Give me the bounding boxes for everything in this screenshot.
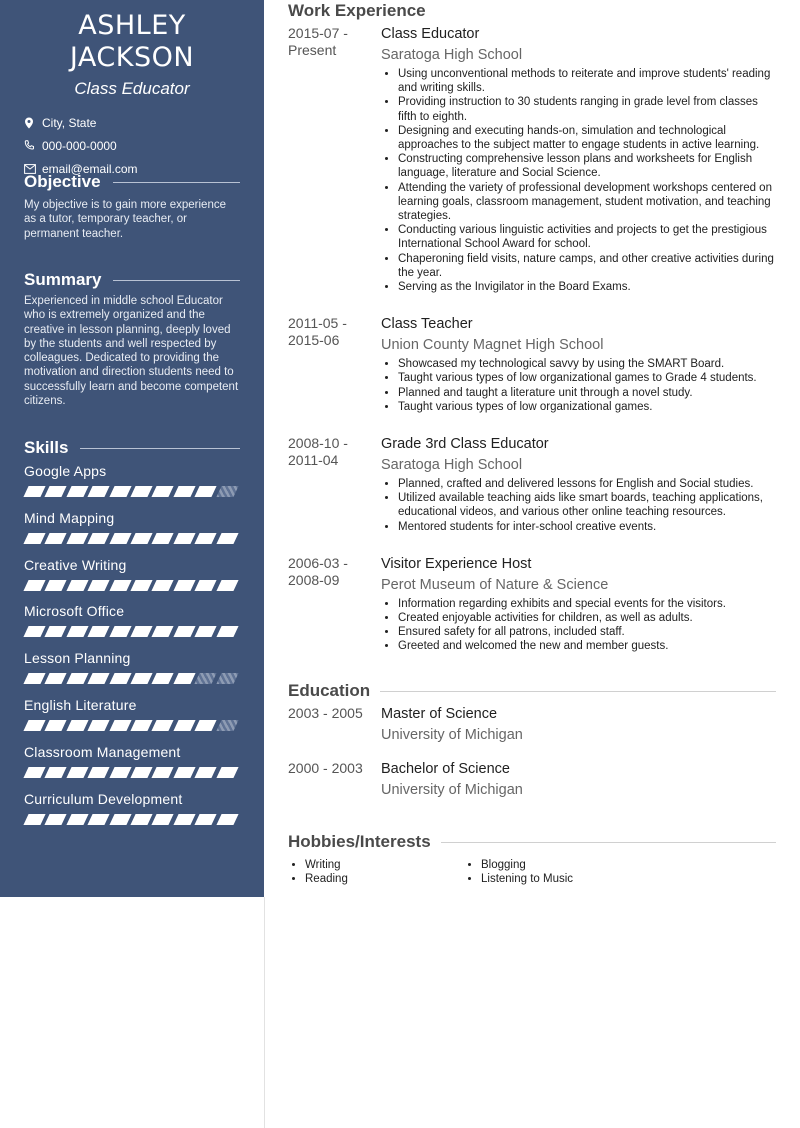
responsibility-list (381, 67, 776, 294)
heading-rule (80, 448, 240, 449)
skill-segment-filled (152, 673, 175, 684)
responsibility-item: • Taught various types of low organizational games to Grade 4 students. (398, 371, 776, 385)
experience-date (288, 315, 381, 414)
skill-segment-filled (152, 720, 175, 731)
responsibility-item: • Greeted and welcomed the new and member guests. (398, 639, 776, 653)
objective-heading-text: Objective (24, 172, 101, 191)
date-end: 2008-09 (288, 571, 340, 588)
objective-heading (24, 171, 240, 193)
skill-segment-filled (45, 626, 68, 637)
education-heading (288, 680, 776, 702)
skill-segment-filled (173, 720, 196, 731)
heading-rule (113, 182, 240, 183)
skill-segment-filled (173, 767, 196, 778)
experience-body (381, 555, 776, 654)
skill-segment-filled (195, 626, 218, 637)
skill-segment-filled (66, 580, 89, 591)
skill-segment-filled (195, 580, 218, 591)
experience-body (381, 25, 776, 294)
experience-entry (288, 435, 776, 534)
hobby-item: • Listening to Music (481, 872, 640, 886)
skill-segment-empty (216, 486, 239, 497)
skill-segment-filled (109, 720, 132, 731)
work-experience-heading (288, 0, 776, 22)
skill-segment-filled (152, 533, 175, 544)
responsibility-item: • Ensured safety for all patrons, included staff. (398, 625, 776, 639)
summary-heading (24, 269, 240, 291)
skill-rating-bar (26, 486, 240, 497)
date-start: 2011-05 - (288, 315, 347, 332)
skill-segment-filled (216, 533, 239, 544)
skill-segment-filled (130, 720, 153, 731)
skill-segment-filled (66, 486, 89, 497)
skill-segment-empty (216, 673, 239, 684)
main-content (288, 0, 776, 886)
skill-rating-bar (26, 533, 240, 544)
skill-segment-filled (23, 814, 46, 825)
skill-segment-filled (66, 673, 89, 684)
skill-segment-filled (109, 767, 132, 778)
skill-segment-filled (66, 767, 89, 778)
skills-list (24, 462, 240, 836)
hobby-item: • Blogging (481, 858, 640, 872)
responsibility-item: • Chaperoning field visits, nature camps, and other creative activities during the year. (398, 252, 776, 280)
responsibility-item: • Attending the variety of professional development workshops centered on learning goals, classroom management, student motivation, and teaching strategies. (398, 181, 776, 224)
skill-segment-filled (23, 720, 46, 731)
school: University of Michigan (381, 727, 523, 743)
experience-date (288, 25, 381, 294)
responsibility-item: • Constructing comprehensive lesson plans and worksheets for English language, literature and Social Science. (398, 152, 776, 180)
candidate-name: ASHLEY JACKSON (69, 10, 195, 73)
education-date: 2000 - 2003 (288, 760, 363, 776)
contact-block (24, 111, 240, 180)
date-start: 2006-03 - (288, 554, 348, 571)
sidebar (0, 0, 264, 897)
responsibility-list (381, 477, 776, 534)
skill-segment-filled (88, 486, 111, 497)
skill-segment-filled (88, 767, 111, 778)
experience-body (381, 315, 776, 414)
skill-item (24, 509, 240, 556)
education-entry (288, 760, 776, 800)
hobbies-heading (288, 831, 776, 853)
responsibility-item: • Providing instruction to 30 students ranging in grade level from classes fifth to eighth. (398, 95, 776, 123)
skill-segment-filled (23, 626, 46, 637)
skill-segment-filled (88, 626, 111, 637)
skill-segment-filled (195, 720, 218, 731)
skill-item (24, 649, 240, 696)
school: University of Michigan (381, 782, 523, 798)
responsibility-item: • Information regarding exhibits and special events for the visitors. (398, 597, 776, 611)
date-end: 2015-06 (288, 332, 340, 349)
candidate-title: Class Educator (74, 79, 190, 98)
skill-segment-filled (130, 580, 153, 591)
skill-rating-bar (26, 767, 240, 778)
skill-item (24, 696, 240, 743)
skill-segment-filled (23, 533, 46, 544)
education-section (288, 680, 776, 800)
skill-segment-filled (216, 814, 239, 825)
skill-segment-filled (152, 626, 175, 637)
responsibility-item: • Designing and executing hands-on, simulation and technological approaches to the subject matter to engage students in active learning. (398, 124, 776, 152)
skill-segment-filled (23, 673, 46, 684)
skill-segment-filled (45, 673, 68, 684)
degree: Bachelor of Science (381, 761, 510, 777)
education-body (381, 760, 776, 800)
responsibility-item: • Showcased my technological savvy by using the SMART Board. (398, 357, 776, 371)
skill-segment-filled (45, 767, 68, 778)
degree: Master of Science (381, 706, 498, 722)
phone-icon (24, 140, 40, 151)
contact-email-text[interactable]: email@email.com (42, 161, 138, 176)
skill-item (24, 790, 240, 837)
responsibility-item: • Mentored students for inter-school creative events. (398, 520, 776, 534)
skill-segment-filled (45, 580, 68, 591)
skill-segment-filled (109, 626, 132, 637)
skill-segment-filled (130, 673, 153, 684)
skill-segment-filled (109, 673, 132, 684)
skill-rating-bar (26, 580, 240, 591)
skill-item (24, 743, 240, 790)
employer: Union County Magnet High School (381, 337, 604, 354)
skill-segment-filled (152, 814, 175, 825)
education-heading-text: Education (288, 681, 371, 700)
job-role: Class Teacher (381, 316, 473, 333)
heading-rule (380, 691, 776, 692)
skill-name: Microsoft Office (24, 603, 125, 620)
skill-segment-filled (88, 720, 111, 731)
skill-name: English Literature (24, 696, 137, 713)
date-start: 2015-07 - (288, 25, 348, 41)
hobbies-list (288, 858, 776, 887)
job-role: Class Educator (381, 26, 480, 42)
date-end: 2011-04 (288, 452, 339, 469)
heading-rule (441, 842, 776, 843)
work-experience-heading-text: Work Experience (288, 1, 426, 20)
column-divider (264, 897, 265, 1128)
skills-section (24, 437, 240, 836)
skill-segment-filled (66, 720, 89, 731)
skill-segment-filled (88, 580, 111, 591)
summary-text: Experienced in middle school Educator who is extremely organized and the creative in lesson planning, deeply loved by the students and well respected by colleagues. Dedicated to providing the motivation and direction students need to successfully learn and become competent citizens. (24, 295, 239, 408)
hobbies-column (464, 858, 640, 887)
responsibility-item: • Planned and taught a literature unit through a novel study. (398, 386, 776, 400)
skill-segment-filled (88, 673, 111, 684)
skill-segment-filled (216, 580, 239, 591)
skill-segment-filled (195, 486, 218, 497)
skill-segment-filled (130, 814, 153, 825)
skill-segment-filled (130, 626, 153, 637)
responsibility-list (381, 357, 776, 414)
skill-segment-filled (23, 580, 46, 591)
skill-segment-filled (195, 814, 218, 825)
responsibility-item: • Serving as the Invigilator in the Board Exams. (398, 280, 776, 294)
skill-name: Lesson Planning (24, 650, 131, 667)
skill-segment-empty (195, 673, 218, 684)
skill-segment-filled (152, 580, 175, 591)
summary-heading-text: Summary (24, 270, 102, 289)
objective-text: My objective is to gain more experience as a tutor, temporary teacher, or permanent teacher. (24, 199, 226, 240)
skill-item (24, 602, 240, 649)
skill-segment-filled (109, 580, 132, 591)
skill-segment-filled (173, 626, 196, 637)
contact-phone-text: 000-000-0000 (42, 138, 117, 153)
skill-segment-filled (23, 767, 46, 778)
experience-date (288, 555, 381, 654)
skill-segment-filled (109, 486, 132, 497)
work-experience-section (288, 0, 776, 654)
hobbies-heading-text: Hobbies/Interests (288, 832, 431, 851)
skill-name: Curriculum Development (24, 790, 183, 807)
location-pin-icon (24, 117, 40, 129)
skill-item (24, 462, 240, 509)
skill-rating-bar (26, 720, 240, 731)
experience-date (288, 435, 381, 534)
skill-name: Classroom Management (24, 743, 181, 760)
experience-entry (288, 25, 776, 294)
skill-segment-filled (45, 486, 68, 497)
skill-segment-filled (173, 673, 196, 684)
skill-segment-filled (88, 814, 111, 825)
experience-entry (288, 555, 776, 654)
job-role: Grade 3rd Class Educator (381, 436, 549, 453)
contact-phone (24, 134, 240, 157)
skill-rating-bar (26, 673, 240, 684)
skills-heading-text: Skills (24, 438, 69, 457)
job-role: Visitor Experience Host (381, 555, 532, 572)
responsibility-list (381, 597, 776, 654)
skill-segment-filled (152, 486, 175, 497)
responsibility-item: • Planned, crafted and delivered lessons for English and Social studies. (398, 477, 776, 491)
skill-segment-filled (195, 533, 218, 544)
hobbies-section (288, 831, 776, 887)
skill-segment-filled (173, 533, 196, 544)
responsibility-item: • Utilized available teaching aids like smart boards, teaching applications, educational videos, and various other online teaching resources. (398, 491, 776, 519)
hobby-item: • Writing (305, 858, 464, 872)
skill-segment-filled (66, 626, 89, 637)
skill-segment-filled (195, 767, 218, 778)
education-entry (288, 705, 776, 745)
skills-heading (24, 437, 240, 459)
skill-rating-bar (26, 814, 240, 825)
employer: Saratoga High School (381, 47, 523, 63)
skill-segment-empty (216, 720, 239, 731)
skill-segment-filled (45, 814, 68, 825)
skill-name: Google Apps (24, 463, 107, 479)
skill-rating-bar (26, 626, 240, 637)
employer: Perot Museum of Nature & Science (381, 576, 609, 593)
date-start: 2008-10 - (288, 435, 348, 452)
skill-segment-filled (45, 533, 68, 544)
skill-segment-filled (23, 486, 46, 497)
skill-segment-filled (130, 486, 153, 497)
responsibility-item: • Using unconventional methods to reiterate and improve students' reading and writing skills. (398, 67, 776, 95)
contact-location (24, 111, 240, 134)
skill-name: Mind Mapping (24, 509, 115, 526)
responsibility-item: • Conducting various linguistic activities and projects to get the prestigious International School Award for school. (398, 223, 776, 251)
responsibility-item: • Taught various types of low organizational games. (398, 400, 776, 414)
education-date: 2003 - 2005 (288, 705, 363, 721)
skill-segment-filled (216, 767, 239, 778)
skill-item (24, 556, 240, 603)
skill-segment-filled (173, 580, 196, 591)
responsibility-item: • Created enjoyable activities for children, as well as adults. (398, 611, 776, 625)
skill-name: Creative Writing (24, 556, 127, 573)
skill-segment-filled (45, 720, 68, 731)
skill-segment-filled (109, 814, 132, 825)
contact-location-text: City, State (42, 115, 97, 130)
education-body (381, 705, 776, 745)
date-end: Present (288, 42, 337, 58)
skill-segment-filled (66, 814, 89, 825)
objective-section (24, 171, 240, 241)
skill-segment-filled (88, 533, 111, 544)
skill-segment-filled (109, 533, 132, 544)
skill-segment-filled (216, 626, 239, 637)
hobby-item: • Reading (305, 872, 464, 886)
skill-segment-filled (173, 814, 196, 825)
employer: Saratoga High School (381, 457, 523, 474)
skill-segment-filled (130, 767, 153, 778)
skill-segment-filled (152, 767, 175, 778)
experience-entry (288, 315, 776, 414)
skill-segment-filled (173, 486, 196, 497)
heading-rule (113, 280, 240, 281)
skill-segment-filled (66, 533, 89, 544)
summary-section (24, 269, 240, 408)
skill-segment-filled (130, 533, 153, 544)
hobbies-column (288, 858, 464, 887)
experience-body (381, 435, 776, 534)
